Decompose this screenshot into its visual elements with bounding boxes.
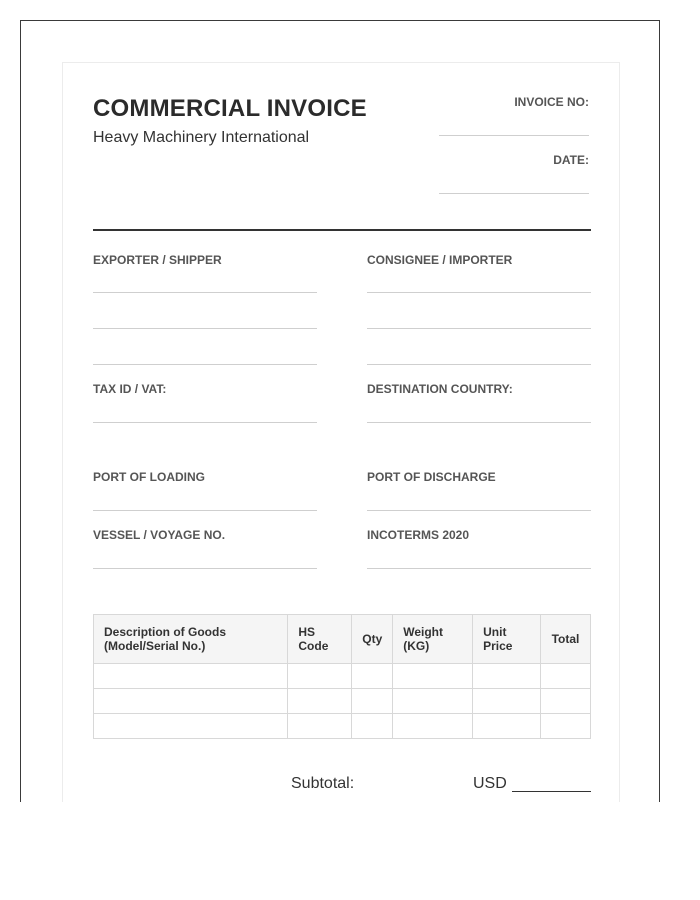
cell-weight[interactable]: [393, 689, 473, 714]
consignee-label: CONSIGNEE / IMPORTER: [367, 253, 513, 267]
table-row: [94, 714, 591, 739]
port-of-discharge-label: PORT OF DISCHARGE: [367, 470, 496, 484]
consignee-line-3[interactable]: [367, 364, 591, 365]
header-hs-code: HS Code: [288, 615, 352, 664]
goods-table-header: [94, 615, 591, 664]
subtotal-label: Subtotal:: [291, 775, 355, 792]
port-of-loading-label: PORT OF LOADING: [93, 470, 205, 484]
date-label: DATE:: [553, 153, 589, 167]
cell-hs-code[interactable]: [288, 714, 352, 739]
cell-weight[interactable]: [393, 714, 473, 739]
port-of-loading-field[interactable]: [93, 510, 317, 511]
cell-hs-code[interactable]: [288, 664, 352, 689]
destination-country-label: DESTINATION COUNTRY:: [367, 382, 513, 396]
exporter-line-3[interactable]: [93, 364, 317, 365]
tax-id-label: TAX ID / VAT:: [93, 382, 167, 396]
table-row: [94, 689, 591, 714]
header-total: Total: [541, 615, 591, 664]
consignee-line-1[interactable]: [367, 292, 591, 293]
incoterms-label: INCOTERMS 2020: [367, 528, 470, 542]
cell-description[interactable]: [94, 714, 288, 739]
port-of-discharge-field[interactable]: [367, 510, 591, 511]
subtotal-field[interactable]: [512, 791, 591, 792]
cell-unit-price[interactable]: [473, 689, 541, 714]
destination-country-field[interactable]: [367, 422, 591, 423]
cell-description[interactable]: [94, 664, 288, 689]
exporter-line-2[interactable]: [93, 328, 317, 329]
exporter-line-1[interactable]: [93, 292, 317, 293]
header-divider: [93, 229, 591, 231]
incoterms-field[interactable]: [367, 568, 591, 569]
cell-hs-code[interactable]: [288, 689, 352, 714]
header-qty: Qty: [352, 615, 393, 664]
subtotal-currency: USD: [473, 775, 507, 792]
cell-unit-price[interactable]: [473, 714, 541, 739]
tax-id-field[interactable]: [93, 422, 317, 423]
company-name: Heavy Machinery International: [93, 129, 310, 146]
cell-weight[interactable]: [393, 664, 473, 689]
invoice-no-field[interactable]: [439, 135, 589, 136]
consignee-line-2[interactable]: [367, 328, 591, 329]
table-row: [94, 664, 591, 689]
header-unit-price: Unit Price: [473, 615, 541, 664]
date-field[interactable]: [439, 193, 589, 194]
vessel-voyage-field[interactable]: [93, 568, 317, 569]
cell-qty[interactable]: [352, 664, 393, 689]
cell-description[interactable]: [94, 689, 288, 714]
invoice-title: COMMERCIAL INVOICE: [93, 95, 367, 122]
invoice-sheet: [62, 62, 620, 802]
page-frame: [20, 20, 660, 802]
cell-total[interactable]: [541, 714, 591, 739]
vessel-voyage-label: VESSEL / VOYAGE NO.: [93, 528, 226, 542]
exporter-label: EXPORTER / SHIPPER: [93, 253, 222, 267]
cell-unit-price[interactable]: [473, 664, 541, 689]
invoice-no-label: INVOICE NO:: [514, 95, 589, 109]
cell-total[interactable]: [541, 664, 591, 689]
header-weight: Weight (KG): [393, 615, 473, 664]
cell-qty[interactable]: [352, 689, 393, 714]
goods-table: [93, 614, 591, 739]
header-description: Description of Goods (Model/Serial No.): [94, 615, 288, 664]
cell-total[interactable]: [541, 689, 591, 714]
cell-qty[interactable]: [352, 714, 393, 739]
